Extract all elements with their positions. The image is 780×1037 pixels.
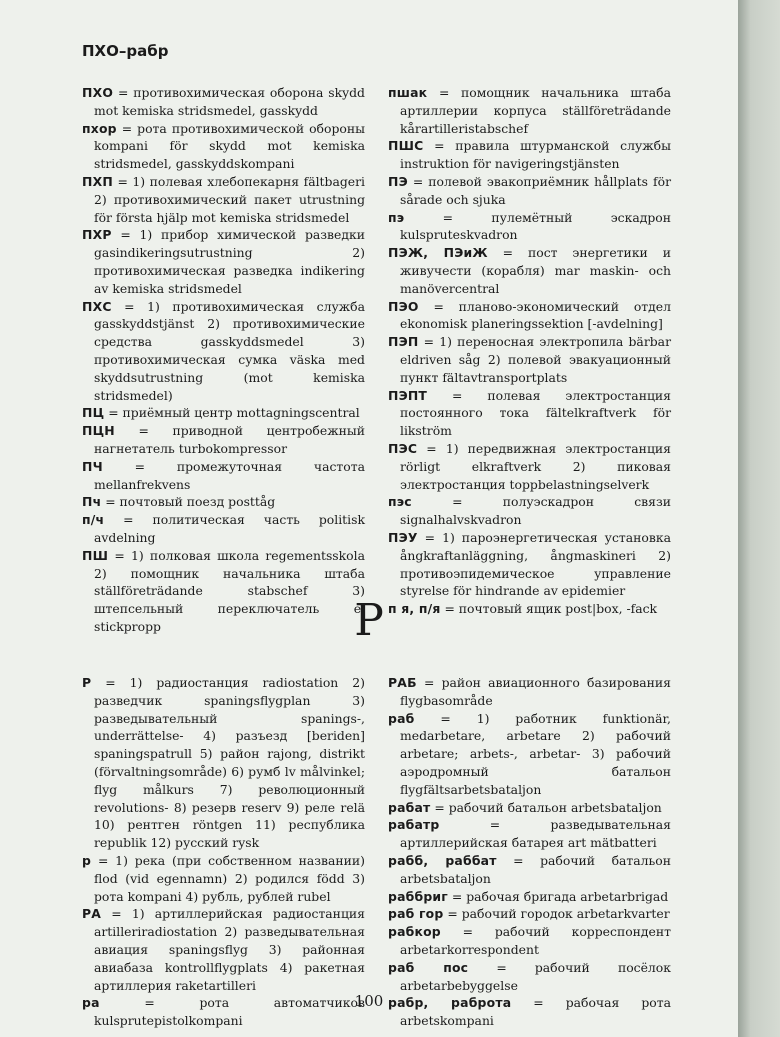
entry-definition: = район авиационного базирования flygbasområde xyxy=(400,675,671,708)
dictionary-entry xyxy=(82,173,365,226)
entry-definition: = полуэскадрон связи signalhalvskvadron xyxy=(400,494,671,528)
entry-headword: ПЭЖ, ПЭиЖ xyxy=(388,245,488,261)
entry-headword: ПЦ xyxy=(82,405,105,421)
entry-headword: ПЭС xyxy=(388,440,418,456)
entry-definition: = 1) река (при собственном названии) flod (vid egennamn) 2) родился född 3) рота kompani 4) рубль, рублей rubel xyxy=(91,852,365,904)
entry-headword: п я, п/я xyxy=(388,601,441,617)
entry-headword: РАБ xyxy=(388,675,417,690)
dictionary-entry xyxy=(82,493,365,511)
entry-definition: = 1) полковая школа regementsskola 2) помощник начальника штаба ställföreträdande stabschef 3) штепсельный переключатель el stickpropp xyxy=(94,547,365,634)
dictionary-entry xyxy=(388,710,671,799)
entry-definition: = приёмный центр mottagningscentral xyxy=(104,405,360,421)
dictionary-entry xyxy=(388,674,671,710)
entry-definition: = помощник начальника штаба артиллерии корпуса ställföreträdande kårartilleristabschef xyxy=(400,85,671,136)
dictionary-entry xyxy=(388,888,671,906)
entry-headword: пэ xyxy=(388,209,405,225)
dictionary-entry xyxy=(82,84,365,120)
entry-definition: = разведывательная артиллерийская батарея art mätbatteri xyxy=(400,817,671,851)
entry-definition: = рабочая рота arbetskompani xyxy=(400,995,671,1029)
entry-definition: = рабочая бригада arbetarbrigad xyxy=(447,888,669,904)
entry-definition: = политическая часть politisk avdelning xyxy=(94,512,365,545)
entry-definition: = приводной центробежный нагнетатель turbokompressor xyxy=(94,423,365,456)
dictionary-entry xyxy=(82,905,365,994)
entry-definition: = почтовый поезд posttåg xyxy=(101,494,276,510)
dictionary-entry xyxy=(388,244,671,297)
dictionary-entry xyxy=(82,298,365,405)
entry-headword: ПХП xyxy=(82,173,113,189)
entry-definition: = промежуточная частота mellanfrekvens xyxy=(94,458,365,492)
entry-headword: пшак xyxy=(388,85,428,100)
entry-definition: = пост энергетики и живучести (корабля) mar maskin- och manövercentral xyxy=(400,245,671,296)
entry-headword: Р xyxy=(82,675,92,690)
dictionary-entry xyxy=(388,799,671,817)
entry-headword: рабкор xyxy=(388,924,441,940)
entry-definition: = пулемётный эскадрон kulspruteskvadron xyxy=(400,209,671,243)
entry-headword: ПШС xyxy=(388,138,424,154)
entry-definition: = рабочий городок arbetarkvarter xyxy=(443,906,670,922)
running-header: ПХО–рабр xyxy=(82,42,169,60)
entry-definition: = 1) работник funktionär, medarbetare, arbetare 2) рабочий arbetare; arbets-, arbetar- 3) рабочий аэродромный батальон flygfältsarbetsbataljon xyxy=(400,710,671,797)
column-bottom-right xyxy=(388,674,671,1030)
dictionary-entry xyxy=(388,333,671,386)
entry-definition: = рабочий посёлок arbetarbebyggelse xyxy=(400,959,672,993)
entry-definition: = почтовый ящик post|box, -fack xyxy=(440,601,658,617)
entry-headword: ПЦН xyxy=(82,423,115,439)
entry-headword: пхор xyxy=(82,120,117,136)
dictionary-entry xyxy=(388,959,671,995)
dictionary-entry xyxy=(388,529,671,600)
entry-headword: рабб, раббат xyxy=(388,852,497,868)
entry-headword: раббриг xyxy=(388,888,448,904)
section-letter: Р xyxy=(354,595,384,646)
entry-definition: = планово-экономический отдел ekonomisk planeringssektion [-avdelning] xyxy=(400,298,671,332)
entry-headword: раб xyxy=(388,710,415,726)
entry-headword: ПЭПТ xyxy=(388,387,428,403)
book-edge xyxy=(738,0,780,1037)
dictionary-entry xyxy=(388,816,671,852)
dictionary-entry xyxy=(82,404,365,422)
column-top-left xyxy=(82,84,365,636)
entry-definition: = противохимическая оборона skydd mot kemiska stridsmedel, gasskydd xyxy=(94,85,365,118)
entry-headword: р xyxy=(82,852,92,868)
dictionary-entry xyxy=(82,120,365,173)
entry-headword: ПЭП xyxy=(388,334,419,350)
entry-headword: ПЭО xyxy=(388,298,419,314)
entry-definition: = 1) пароэнергетическая установка ångkraftanläggning, ångmaskineri 2) противоэпидемическое управление styrelse för hindrande av epidemier xyxy=(400,529,671,599)
column-top-right xyxy=(388,84,671,618)
dictionary-entry xyxy=(388,923,671,959)
entry-headword: раб пос xyxy=(388,959,469,975)
entry-definition: = 1) артиллерийская радиостанция artilleriradiostation 2) разведывательная авиация spaningsflyg 3) районная авиабаза kontrollflygplats 4) ракетная артиллерия raketartilleri xyxy=(94,906,365,993)
dictionary-entry xyxy=(388,387,671,440)
entry-headword: ра xyxy=(82,995,100,1011)
dictionary-entry xyxy=(388,905,671,923)
dictionary-entry xyxy=(388,852,671,888)
entry-headword: ПЭ xyxy=(388,173,408,189)
dictionary-entry xyxy=(82,226,365,297)
page-number: 100 xyxy=(354,992,384,1010)
entry-headword: ПХС xyxy=(82,298,112,314)
dictionary-entry xyxy=(82,511,365,547)
dictionary-entry xyxy=(388,173,671,209)
entry-definition: = рабочий корреспондент arbetarkorrespondent xyxy=(400,924,671,957)
entry-headword: рабат xyxy=(388,799,431,815)
entry-definition: = 1) прибор химической разведки gasindikeringsutrustning 2) противохимическая разведка indikering av kemiska stridsmedel xyxy=(94,227,365,296)
entry-headword: ПШ xyxy=(82,547,109,563)
dictionary-entry xyxy=(388,84,671,137)
entry-definition: = полевой эвакоприёмник hållplats för sårade och sjuka xyxy=(400,173,671,207)
entry-headword: рабатр xyxy=(388,817,440,833)
entry-headword: п/ч xyxy=(82,512,105,528)
dictionary-entry xyxy=(388,137,671,173)
entry-headword: ПЭУ xyxy=(388,529,418,545)
entry-headword: РА xyxy=(82,906,102,922)
entry-definition: = рота противохимической обороны kompani för skydd mot kemiska stridsmedel, gasskyddskompani xyxy=(94,120,365,172)
dictionary-entry xyxy=(82,458,365,494)
entry-definition: = рота автоматчиков kulsprutepistolkompani xyxy=(94,995,365,1029)
entry-definition: = 1) полевая хлебопекарня fältbageri 2) противохимический пакет utrustning för första hjälp mot kemiska stridsmedel xyxy=(94,173,365,225)
entry-headword: пэс xyxy=(388,494,412,510)
dictionary-entry xyxy=(388,493,671,529)
entry-headword: ПХР xyxy=(82,227,112,243)
entry-definition: = полевая электростанция постоянного тока fältelkraftverk för likström xyxy=(400,387,671,439)
entry-definition: = правила штурманской службы instruktion för navigeringstjänsten xyxy=(400,138,671,172)
entry-definition: = 1) переносная электропила bärbar eldriven såg 2) полевой эвакуационный пункт fältavtransportplats xyxy=(400,334,671,385)
dictionary-entry xyxy=(82,422,365,458)
column-bottom-left xyxy=(82,674,365,1030)
dictionary-entry xyxy=(82,852,365,905)
entry-definition: = рабочий батальон arbetsbataljon xyxy=(400,852,671,886)
entry-headword: ПХО xyxy=(82,85,114,100)
dictionary-entry xyxy=(82,674,365,852)
entry-definition: = 1) передвижная электростанция rörligt elkraftverk 2) пиковая электростанция toppbelastningselverk xyxy=(400,440,671,492)
entry-headword: рабр, раброта xyxy=(388,995,512,1011)
entry-headword: ПЧ xyxy=(82,458,103,474)
entry-headword: раб гор xyxy=(388,906,444,922)
entry-definition: = рабочий батальон arbetsbataljon xyxy=(430,799,662,815)
entry-definition: = 1) радиостанция radiostation 2) разведчик spaningsflygplan 3) разведывательный spanings-, underrättelse- 4) разъезд [beriden] spaningspatrull 5) район rajong, distrikt (förvaltningsområde) 6) румб lv målvinkel; flyg målkurs 7) революционный revolutions- 8) резерв reserv 9) реле relä 10) рентген röntgen 11) республика republik 12) русский rysk xyxy=(91,675,365,851)
entry-definition: = 1) противохимическая служба gasskyddstjänst 2) противохимические средства gasskyddsmedel 3) противохимическая сумка väska med skyddsutrustning (mot kemiska stridsmedel) xyxy=(94,298,365,403)
entry-headword: Пч xyxy=(82,494,102,510)
dictionary-entry xyxy=(388,209,671,245)
dictionary-entry xyxy=(388,298,671,334)
dictionary-entry xyxy=(388,440,671,493)
